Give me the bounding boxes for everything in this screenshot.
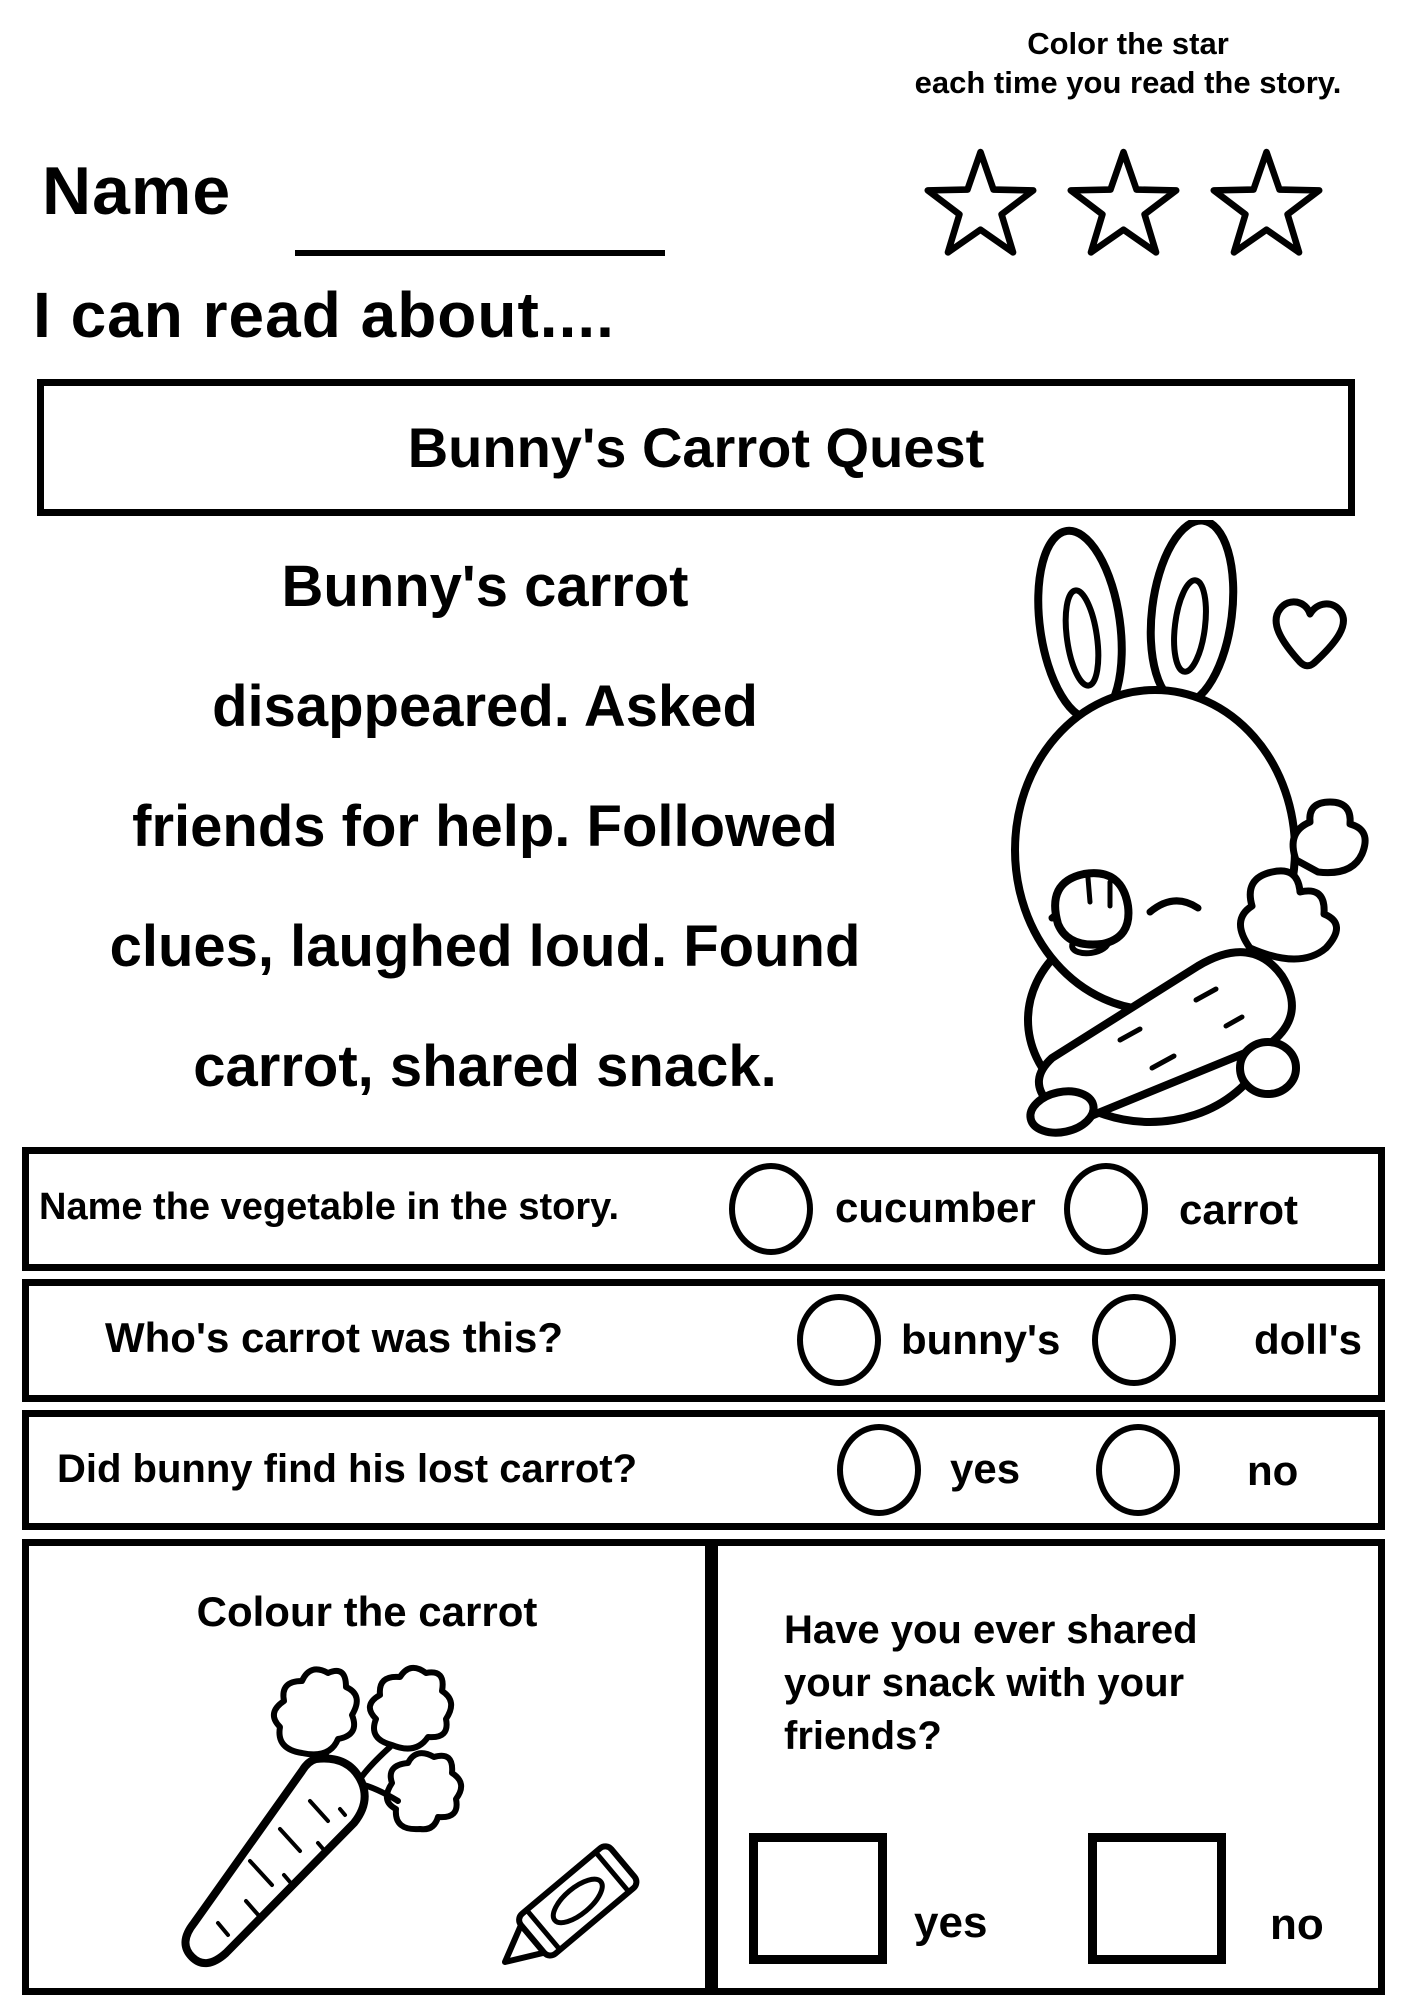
name-blank-line[interactable] bbox=[295, 250, 665, 256]
story-line: clues, laughed loud. Found bbox=[109, 914, 861, 979]
share-question-line3: friends? bbox=[784, 1714, 942, 1758]
question-prompt: Name the vegetable in the story. bbox=[39, 1186, 620, 1228]
share-no-label: no bbox=[1270, 1900, 1324, 1949]
story-title: Bunny's Carrot Quest bbox=[407, 416, 985, 479]
answer-label: no bbox=[1247, 1447, 1299, 1494]
share-no-checkbox[interactable] bbox=[1088, 1833, 1226, 1964]
answer-circle-cucumber[interactable] bbox=[729, 1163, 813, 1255]
share-question-line2: your snack with your bbox=[784, 1661, 1185, 1705]
story-line: friends for help. Followed bbox=[132, 794, 838, 859]
answer-label: bunny's bbox=[901, 1316, 1061, 1363]
answer-label: cucumber bbox=[835, 1184, 1036, 1231]
question-row-vegetable bbox=[22, 1147, 1385, 1271]
story-line: Bunny's carrot bbox=[281, 554, 689, 619]
answer-label: yes bbox=[950, 1445, 1021, 1492]
star-row bbox=[918, 146, 1329, 263]
star-icon[interactable] bbox=[1204, 146, 1329, 263]
story-line: carrot, shared snack. bbox=[193, 1034, 777, 1099]
share-question-panel bbox=[711, 1539, 1385, 1995]
answer-label: doll's bbox=[1254, 1316, 1362, 1363]
answer-label: carrot bbox=[1179, 1186, 1299, 1233]
question-prompt: Did bunny find his lost carrot? bbox=[57, 1447, 637, 1491]
answer-circle-bunnys[interactable] bbox=[797, 1294, 881, 1386]
bunny-hugging-carrot-icon bbox=[1000, 520, 1390, 1140]
name-label: Name bbox=[42, 153, 232, 229]
question-row-found-carrot bbox=[22, 1410, 1385, 1530]
star-icon[interactable] bbox=[1061, 146, 1186, 263]
colour-carrot-title: Colour the carrot bbox=[196, 1588, 538, 1635]
question-prompt: Who's carrot was this? bbox=[105, 1314, 564, 1361]
intro-heading: I can read about.... bbox=[33, 279, 615, 351]
answer-circle-yes[interactable] bbox=[837, 1424, 921, 1516]
star-caption-line1: Color the star bbox=[1027, 26, 1229, 61]
share-yes-label: yes bbox=[914, 1898, 988, 1947]
answer-circle-carrot[interactable] bbox=[1064, 1163, 1148, 1255]
question-row-whose-carrot bbox=[22, 1279, 1385, 1402]
colour-carrot-panel bbox=[22, 1539, 712, 1995]
answer-circle-no[interactable] bbox=[1096, 1424, 1180, 1516]
story-text bbox=[25, 527, 945, 1127]
share-question-text bbox=[784, 1604, 1198, 1763]
star-caption bbox=[848, 24, 1408, 102]
crayon-icon bbox=[477, 1834, 697, 1984]
carrot-icon[interactable] bbox=[154, 1661, 524, 1971]
share-yes-checkbox[interactable] bbox=[749, 1833, 887, 1964]
story-title-box bbox=[37, 379, 1355, 516]
star-caption-line2: each time you read the story. bbox=[914, 65, 1342, 100]
share-question-line1: Have you ever shared bbox=[784, 1608, 1198, 1652]
story-line: disappeared. Asked bbox=[212, 674, 758, 739]
answer-circle-dolls[interactable] bbox=[1092, 1294, 1176, 1386]
star-icon[interactable] bbox=[918, 146, 1043, 263]
